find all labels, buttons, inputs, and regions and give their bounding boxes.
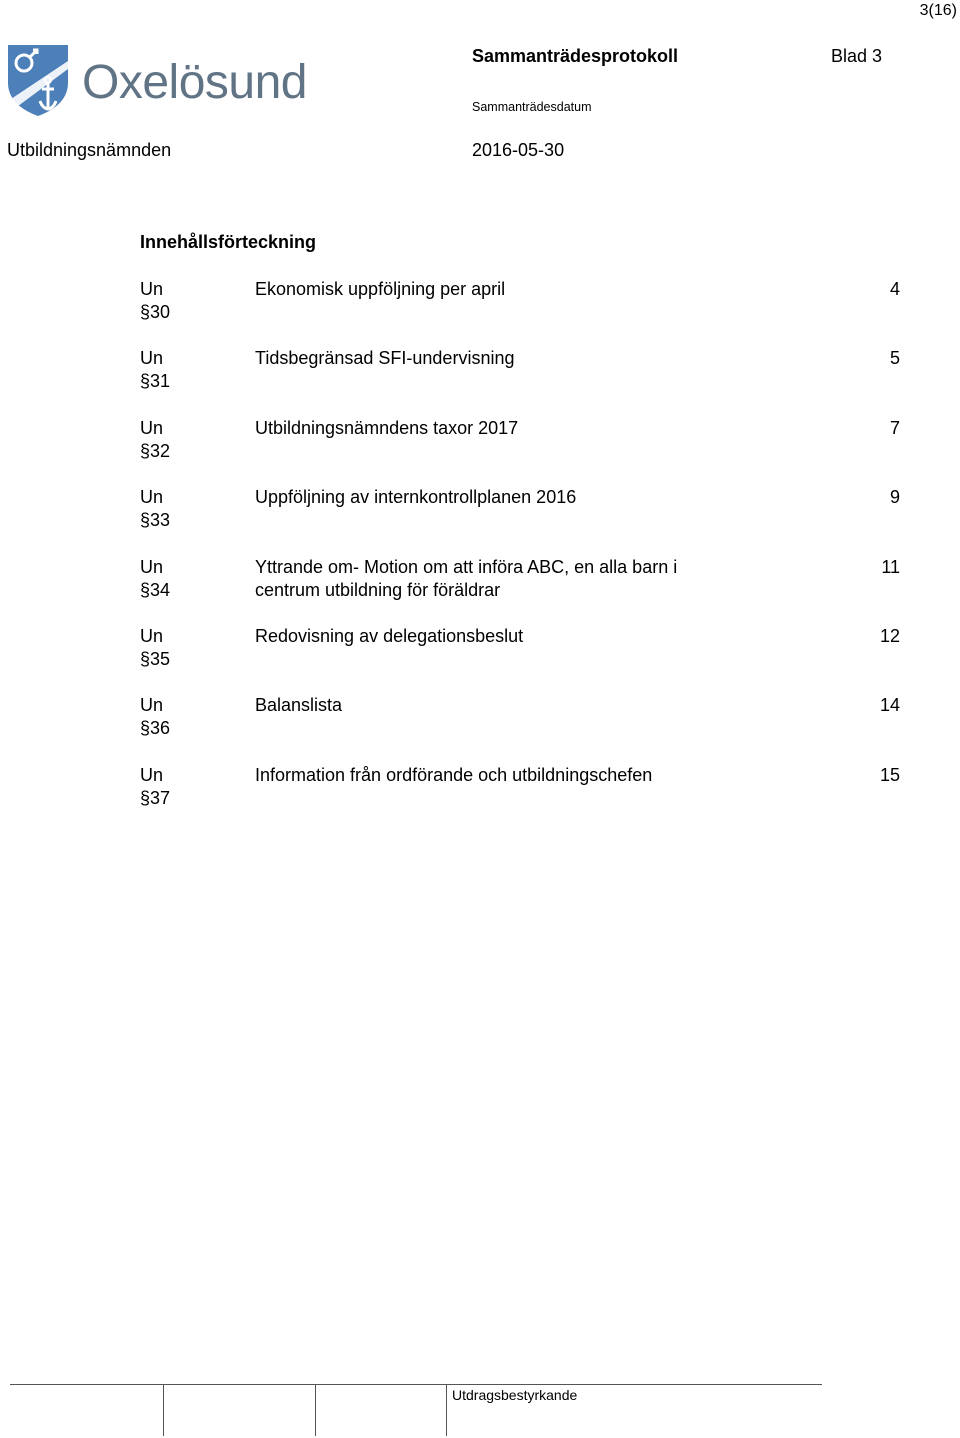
signature-footer [10, 1384, 822, 1436]
toc-item-page: 4 [889, 279, 900, 299]
signature-box-divider [163, 1384, 164, 1436]
signature-box-divider [446, 1384, 447, 1436]
toc-item-text: Redovisning av delegationsbeslut [255, 625, 524, 646]
toc-item-page: 11 [881, 556, 900, 577]
toc-item-code: Un §36 [140, 695, 171, 739]
toc-item-text: Yttrande om- Motion om att införa ABC, en alla barn i centrum utbildning för föräldrar [255, 556, 678, 600]
table-of-contents [140, 278, 900, 833]
toc-item-text: Utbildningsnämndens taxor 2017 [255, 417, 519, 438]
extract-certification-label: Utdragsbestyrkande [452, 1387, 578, 1403]
toc-item-text: Ekonomisk uppföljning per april [255, 279, 506, 299]
toc-item-page: 9 [889, 487, 900, 508]
toc-item[interactable] [140, 278, 900, 347]
meeting-date-label: Sammanträdesdatum [472, 100, 592, 114]
toc-item[interactable] [140, 764, 900, 833]
logo-wordmark: Oxelösund [82, 56, 307, 109]
toc-item-page: 14 [879, 695, 900, 716]
toc-item-page: 12 [879, 625, 900, 646]
toc-item-code: Un §34 [140, 556, 171, 600]
toc-item[interactable] [140, 694, 900, 763]
toc-item-page: 15 [879, 764, 900, 785]
toc-item-code: Un §32 [140, 417, 171, 461]
toc-item-text: Tidsbegränsad SFI-undervisning [255, 348, 515, 369]
toc-item-code: Un §37 [140, 764, 171, 808]
toc-item-code: Un §30 [140, 279, 171, 322]
toc-item-text: Information från ordförande och utbildningschefen [255, 764, 653, 785]
committee-name: Utbildningsnämnden [7, 140, 172, 160]
toc-item-page: 5 [889, 348, 900, 369]
toc-item-text: Balanslista [255, 695, 343, 716]
municipal-shield-icon [6, 43, 70, 117]
meeting-date: 2016-05-30 [472, 140, 565, 160]
document-type: Sammanträdesprotokoll [472, 46, 679, 66]
toc-item[interactable] [140, 486, 900, 555]
toc-item[interactable] [140, 556, 900, 625]
signature-box-divider [315, 1384, 316, 1436]
page-number: 3(16) [919, 2, 957, 19]
toc-item-text: Uppföljning av internkontrollplanen 2016 [255, 487, 577, 508]
toc-item-page: 7 [889, 417, 900, 438]
toc-item[interactable] [140, 417, 900, 486]
footer-rule [10, 1384, 822, 1385]
toc-item[interactable] [140, 625, 900, 694]
oxelosund-logo [6, 43, 326, 117]
toc-title: Innehållsförteckning [140, 232, 317, 252]
toc-item[interactable] [140, 347, 900, 416]
toc-item-code: Un §35 [140, 625, 171, 669]
toc-item-code: Un §33 [140, 487, 171, 531]
toc-item-code: Un §31 [140, 348, 171, 392]
sheet-number: Blad 3 [831, 46, 883, 66]
